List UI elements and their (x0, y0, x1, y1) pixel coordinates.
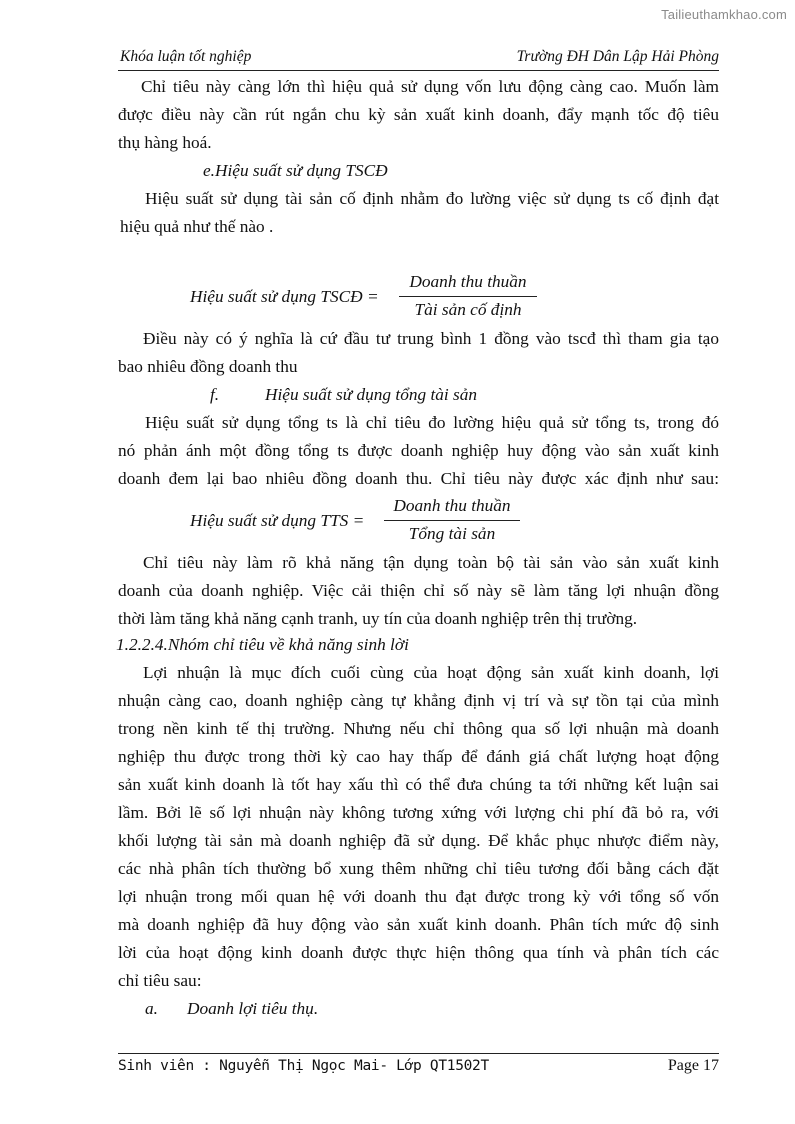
paragraph-line: bao nhiêu đồng doanh thu (118, 357, 298, 376)
paragraph-line: lầm. Bởi lẽ số lợi nhuận này không tương xứng với lượng chi phí đã bỏ ra, với (118, 803, 719, 822)
paragraph-line: hiệu quả như thế nào . (120, 217, 274, 236)
paragraph-line: nghiệp thu được trong thời kỳ cao hay thấp để đánh giá chất lượng hoạt động (118, 747, 719, 766)
formula-numerator: Doanh thu thuần (399, 271, 537, 297)
footer-divider (118, 1053, 719, 1054)
page-number: Page 17 (667, 1057, 719, 1074)
formula-fraction (399, 271, 537, 321)
subheading-e: e.Hiệu suất sử dụng TSCĐ (203, 161, 388, 180)
subheading-f-marker: f. (210, 385, 220, 404)
paragraph-line: nó phản ánh một đồng tổng ts được doanh nghiệp huy động vào sản xuất kinh (118, 441, 719, 460)
formula-fraction (384, 495, 520, 545)
paragraph-line: lời của hoạt động kinh doanh được thực hiện thông qua tính và phân tích các (118, 943, 719, 962)
paragraph-line: thời làm tăng khả năng cạnh tranh, uy tín của doanh nghiệp trên thị trường. (118, 609, 638, 628)
footer-left: Sinh viên : Nguyễn Thị Ngọc Mai- Lớp QT1502T (118, 1058, 489, 1074)
formula-numerator: Doanh thu thuần (384, 495, 520, 521)
paragraph-line: chỉ tiêu sau: (118, 971, 202, 990)
header-right: Trường ĐH Dân Lập Hải Phòng (516, 48, 719, 65)
watermark: Tailieuthamkhao.com (661, 7, 787, 22)
header-left: Khóa luận tốt nghiệp (120, 48, 252, 65)
formula-lhs: Hiệu suất sử dụng TTS = (190, 511, 365, 530)
paragraph-line: Hiệu suất sử dụng tài sản cố định nhằm đo lường việc sử dụng ts cố định đạt (145, 189, 719, 208)
paragraph-line: nhuận càng cao, doanh nghiệp càng tự khẳng định vị trí và sự tồn tại của mình (118, 691, 719, 710)
paragraph-line: sản xuất kinh doanh là tốt hay xấu thì có thể đưa chúng ta tới những kết luận sai (118, 775, 719, 794)
paragraph-line: Hiệu suất sử dụng tổng ts là chỉ tiêu đo lường hiệu quả sử tổng ts, trong đó (145, 413, 719, 432)
paragraph-line: doanh của doanh nghiệp. Việc cải thiện chỉ số này sẽ làm tăng lợi nhuận đồng (118, 581, 719, 600)
paragraph-line: các nhà phân tích thường bổ xung thêm những chỉ tiêu tương đối bằng cách đặt (118, 859, 719, 878)
formula-lhs: Hiệu suất sử dụng TSCĐ = (190, 287, 379, 306)
paragraph-line: Chỉ tiêu này càng lớn thì hiệu quả sử dụng vốn lưu động càng cao. Muốn làm (141, 77, 719, 96)
formula-denominator: Tài sản cố định (414, 300, 522, 319)
paragraph-line: trong nền kinh tế thị trường. Nhưng nếu chỉ thông qua số lợi nhuận mà doanh (118, 719, 719, 738)
header-divider (118, 70, 719, 71)
paragraph-line: doanh đem lại bao nhiêu đồng doanh thu. Chỉ tiêu này được xác định như sau: (118, 469, 719, 488)
subheading-f-title: Hiệu suất sử dụng tổng tài sản (265, 385, 478, 404)
paragraph-line: Điều này có ý nghĩa là cứ đầu tư trung bình 1 đồng vào tscđ thì tham gia tạo (143, 329, 719, 348)
paragraph-line: lợi nhuận trong mối quan hệ với doanh thu đạt được trong kỳ với tổng số vốn (118, 887, 719, 906)
paragraph-line: thụ hàng hoá. (118, 133, 212, 152)
paragraph-line: khối lượng tài sản mà doanh nghiệp đã sử dụng. Để khắc phục nhược điểm này, (118, 831, 719, 850)
item-a-marker: a. (145, 999, 158, 1018)
section-heading: 1.2.2.4.Nhóm chỉ tiêu về khả năng sinh lời (116, 635, 409, 654)
paragraph-line: Chỉ tiêu này làm rõ khả năng tận dụng toàn bộ tài sản vào sản xuất kinh (143, 553, 719, 572)
paragraph-line: Lợi nhuận là mục đích cuối cùng của hoạt động sản xuất kinh doanh, lợi (143, 663, 719, 682)
item-a-title: Doanh lợi tiêu thụ. (187, 999, 319, 1018)
formula-denominator: Tổng tài sản (408, 524, 496, 543)
paragraph-line: được điều này cần rút ngắn chu kỳ sản xuất kinh doanh, đẩy mạnh tốc độ tiêu (118, 105, 719, 124)
paragraph-line: mà doanh nghiệp đã huy động vào sản xuất kinh doanh. Phân tích mức độ sinh (118, 915, 719, 934)
